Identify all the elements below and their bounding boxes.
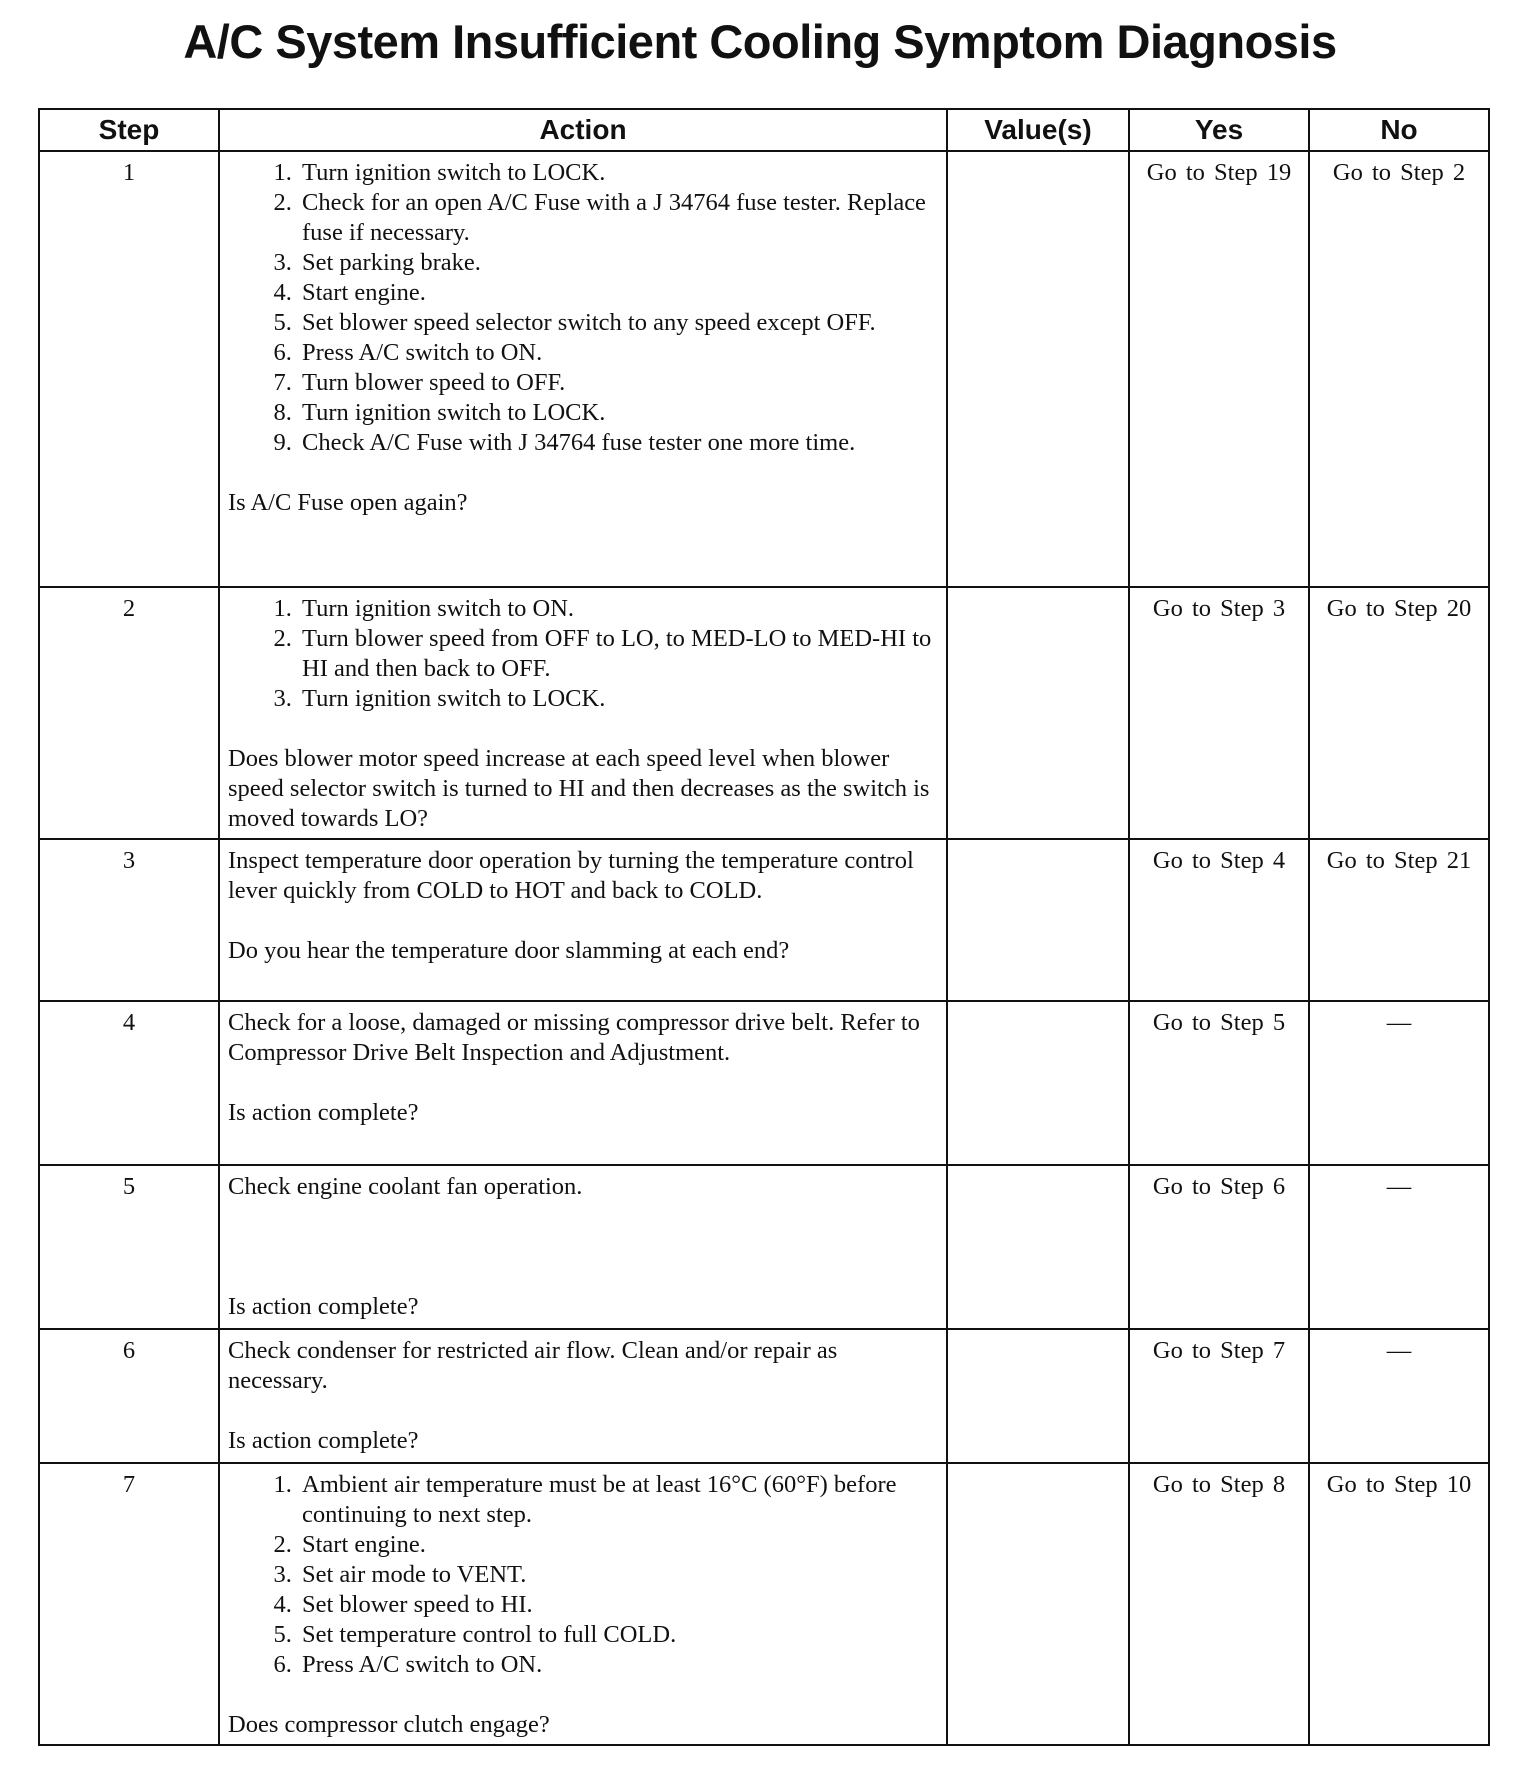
yes-cell: Go to Step 6 xyxy=(1129,1165,1309,1329)
step-number: 3 xyxy=(39,839,219,1001)
action-cell xyxy=(219,151,947,587)
action-step: 7. Turn blower speed to OFF. xyxy=(298,368,938,398)
action-steps xyxy=(228,594,938,714)
action-step: 5. Set temperature control to full COLD. xyxy=(298,1620,938,1650)
value-cell xyxy=(947,1329,1129,1463)
action-question: Do you hear the temperature door slamming at each end? xyxy=(228,937,790,964)
yes-cell: Go to Step 3 xyxy=(1129,587,1309,839)
action-cell xyxy=(219,587,947,839)
action-step: 1. Turn ignition switch to LOCK. xyxy=(298,158,938,188)
action-question: Is action complete? xyxy=(228,1099,419,1126)
action-text: Check for a loose, damaged or missing compressor drive belt. Refer to Compressor Drive Belt Inspection and Adjustment. xyxy=(228,1009,920,1066)
step-number: 4 xyxy=(39,1001,219,1165)
yes-cell: Go to Step 5 xyxy=(1129,1001,1309,1165)
no-cell: — xyxy=(1309,1165,1489,1329)
table-row xyxy=(39,1165,1489,1329)
action-question: Does blower motor speed increase at each speed level when blower speed selector switch is turned to HI and then decreases as the switch is moved towards LO? xyxy=(228,745,930,832)
action-question: Is A/C Fuse open again? xyxy=(228,489,468,516)
no-cell: Go to Step 10 xyxy=(1309,1463,1489,1745)
yes-cell: Go to Step 7 xyxy=(1129,1329,1309,1463)
action-step: 6. Press A/C switch to ON. xyxy=(298,338,938,368)
header-values: Value(s) xyxy=(947,109,1129,151)
action-text: Check condenser for restricted air flow. Clean and/or repair as necessary. xyxy=(228,1337,838,1394)
action-text: Inspect temperature door operation by turning the temperature control lever quickly from COLD to HOT and back to COLD. xyxy=(228,847,914,904)
action-cell xyxy=(219,839,947,1001)
action-text: Check engine coolant fan operation. xyxy=(228,1173,583,1200)
step-number: 1 xyxy=(39,151,219,587)
header-row xyxy=(39,109,1489,151)
table-row xyxy=(39,1329,1489,1463)
value-cell xyxy=(947,151,1129,587)
value-cell xyxy=(947,1463,1129,1745)
action-step: 4. Start engine. xyxy=(298,278,938,308)
action-step: 4. Set blower speed to HI. xyxy=(298,1590,938,1620)
action-step: 2. Start engine. xyxy=(298,1530,938,1560)
action-step: 9. Check A/C Fuse with J 34764 fuse tester one more time. xyxy=(298,428,938,458)
step-number: 7 xyxy=(39,1463,219,1745)
value-cell xyxy=(947,1165,1129,1329)
header-action: Action xyxy=(219,109,947,151)
header-no: No xyxy=(1309,109,1489,151)
header-yes: Yes xyxy=(1129,109,1309,151)
action-step: 1. Ambient air temperature must be at least 16°C (60°F) before continuing to next step. xyxy=(298,1470,938,1530)
no-cell: Go to Step 20 xyxy=(1309,587,1489,839)
header-step: Step xyxy=(39,109,219,151)
action-step: 3. Turn ignition switch to LOCK. xyxy=(298,684,938,714)
no-cell: Go to Step 21 xyxy=(1309,839,1489,1001)
yes-cell: Go to Step 19 xyxy=(1129,151,1309,587)
action-step: 8. Turn ignition switch to LOCK. xyxy=(298,398,938,428)
no-cell: Go to Step 2 xyxy=(1309,151,1489,587)
action-cell xyxy=(219,1001,947,1165)
step-number: 6 xyxy=(39,1329,219,1463)
action-step: 2. Check for an open A/C Fuse with a J 34764 fuse tester. Replace fuse if necessary. xyxy=(298,188,938,248)
action-steps xyxy=(228,1470,938,1680)
no-cell: — xyxy=(1309,1001,1489,1165)
action-cell xyxy=(219,1463,947,1745)
action-cell xyxy=(219,1329,947,1463)
action-steps xyxy=(228,158,938,458)
value-cell xyxy=(947,587,1129,839)
page-title: A/C System Insufficient Cooling Symptom Diagnosis xyxy=(183,15,1337,68)
action-step: 5. Set blower speed selector switch to any speed except OFF. xyxy=(298,308,938,338)
value-cell xyxy=(947,1001,1129,1165)
table-row xyxy=(39,587,1489,839)
value-cell xyxy=(947,839,1129,1001)
yes-cell: Go to Step 4 xyxy=(1129,839,1309,1001)
step-number: 2 xyxy=(39,587,219,839)
action-cell xyxy=(219,1165,947,1329)
table-row xyxy=(39,151,1489,587)
action-step: 1. Turn ignition switch to ON. xyxy=(298,594,938,624)
yes-cell: Go to Step 8 xyxy=(1129,1463,1309,1745)
action-step: 2. Turn blower speed from OFF to LO, to MED-LO to MED-HI to HI and then back to OFF. xyxy=(298,624,938,684)
action-step: 6. Press A/C switch to ON. xyxy=(298,1650,938,1680)
table-row xyxy=(39,1001,1489,1165)
no-cell: — xyxy=(1309,1329,1489,1463)
step-number: 5 xyxy=(39,1165,219,1329)
action-step: 3. Set air mode to VENT. xyxy=(298,1560,938,1590)
table-row xyxy=(39,1463,1489,1745)
diagnosis-table xyxy=(38,108,1490,1746)
action-step: 3. Set parking brake. xyxy=(298,248,938,278)
table-row xyxy=(39,839,1489,1001)
action-question: Does compressor clutch engage? xyxy=(228,1711,550,1738)
action-question: Is action complete? xyxy=(228,1427,419,1454)
action-question: Is action complete? xyxy=(228,1293,419,1320)
